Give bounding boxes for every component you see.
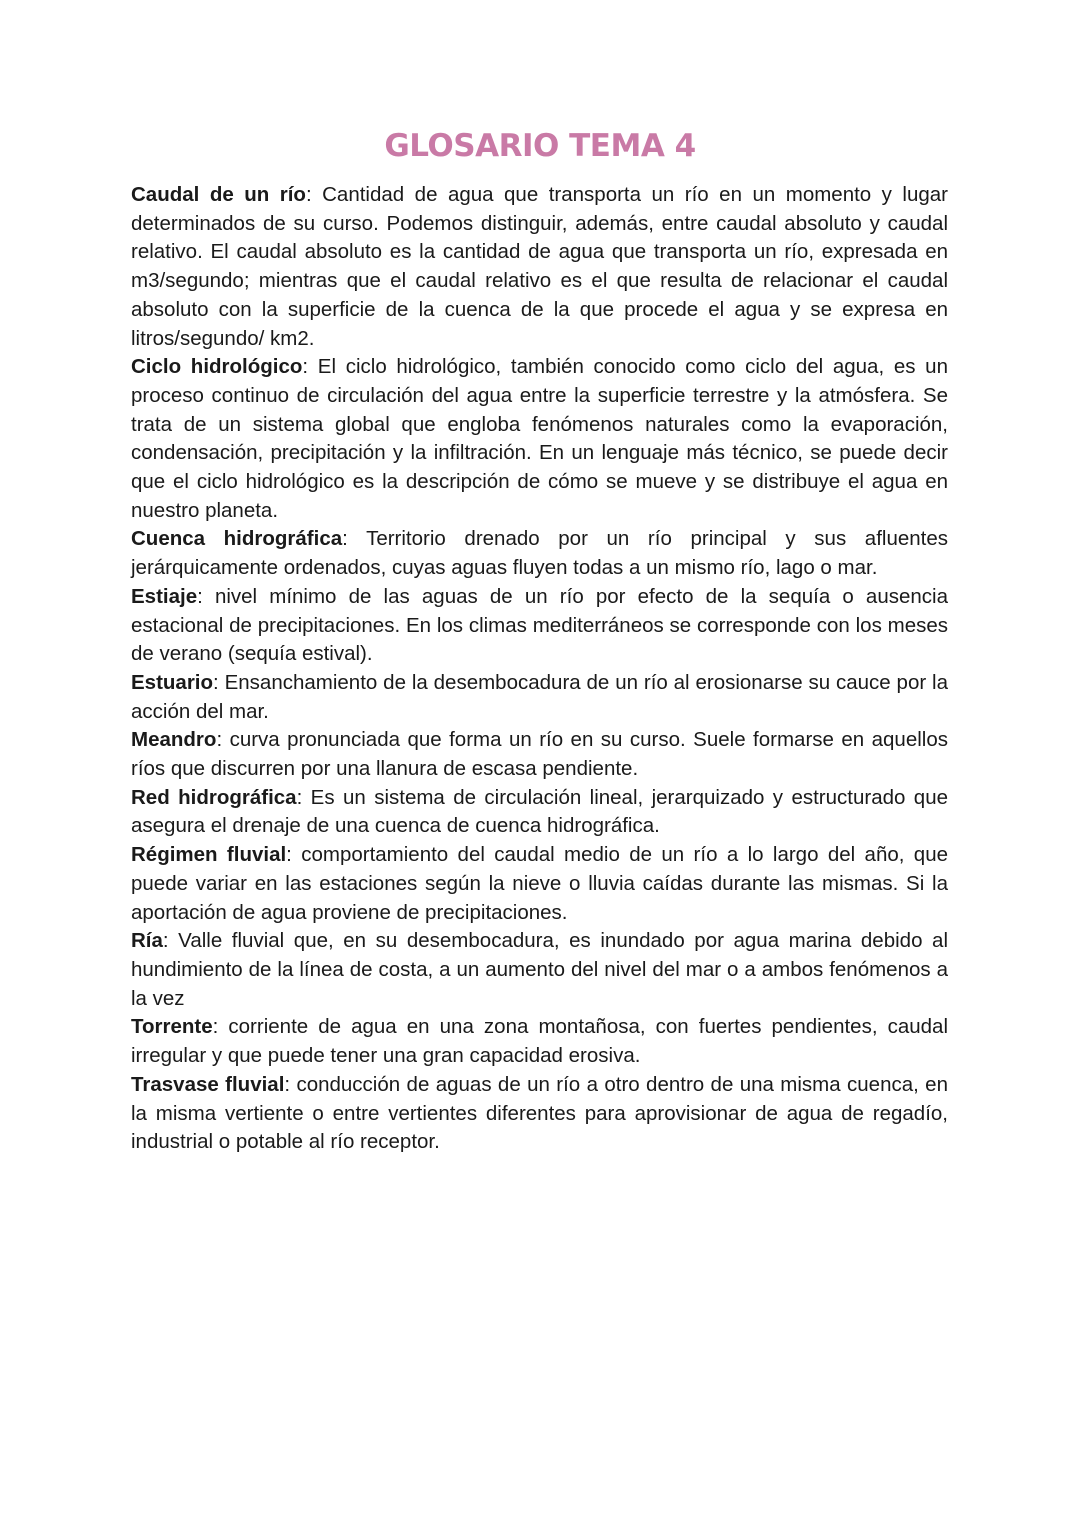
glossary-definition: : Es un sistema de circulación lineal, jerarquizado y estructurado que asegura el drenaje de una cuenca de cuenca hidrográfica. — [131, 785, 948, 838]
glossary-entry — [131, 353, 948, 525]
glossary-entry — [131, 669, 948, 726]
glossary-term: Ciclo hidrológico — [131, 355, 303, 379]
glossary-definition: : conducción de aguas de un río a otro dentro de una misma cuenca, en la misma vertiente o entre vertientes diferentes para aprovisionar de agua de regadío, industrial o potable al río receptor. — [131, 1072, 948, 1154]
glossary-entry — [131, 1071, 948, 1157]
glossary-entry — [131, 181, 948, 353]
glossary-entry — [131, 841, 948, 927]
glossary-definition: : Valle fluvial que, en su desembocadura, es inundado por agua marina debido al hundimiento de la línea de costa, a un aumento del nivel del mar o a ambos fenómenos a la vez — [131, 929, 948, 1010]
glossary-term: Ría — [131, 929, 163, 953]
glossary-entry — [131, 726, 948, 783]
glossary-term: Torrente — [131, 1015, 213, 1039]
glossary-definition: : nivel mínimo de las aguas de un río por efecto de la sequía o ausencia estacional de precipitaciones. En los climas mediterráneos se corresponde con los meses de verano (sequía estival). — [131, 584, 948, 666]
glossary-entry — [131, 525, 948, 582]
glossary-term: Cuenca hidrográfica — [131, 527, 343, 551]
glossary-term: Trasvase fluvial — [131, 1072, 285, 1096]
glossary-definition: : El ciclo hidrológico, también conocido como ciclo del agua, es un proceso continuo de circulación del agua entre la superficie terrestre y la atmósfera. Se trata de un sistema global que engloba fenómenos naturales como la evaporación, condensación, precipitación y la infiltración. En un lenguaje más técnico, se puede decir que el ciclo hidrológico es la descripción de cómo se mueve y se distribuye el agua en nuestro planeta. — [131, 355, 948, 522]
glossary-term: Red hidrográfica — [131, 785, 297, 809]
glossary-definition: : corriente de agua en una zona montañosa, con fuertes pendientes, caudal irregular y que puede tener una gran capacidad erosiva. — [131, 1015, 948, 1068]
glossary-definition: : Territorio drenado por un río principal y sus afluentes jerárquicamente ordenados, cuyas aguas fluyen todas a un mismo río, lago o mar. — [131, 527, 949, 580]
glossary-list — [131, 181, 948, 1157]
page-title: GLOSARIO TEMA 4 — [384, 128, 696, 164]
glossary-term: Meandro — [131, 728, 217, 752]
glossary-term: Caudal de un río — [131, 183, 306, 206]
glossary-definition: : Ensanchamiento de la desembocadura de un río al erosionarse su cauce por la acción del mar. — [131, 670, 948, 723]
glossary-entry — [131, 784, 948, 841]
glossary-definition: : curva pronunciada que forma un río en su curso. Suele formarse en aquellos ríos que discurren por una llanura de escasa pendiente. — [131, 728, 948, 781]
glossary-term: Estuario — [131, 670, 214, 694]
glossary-entry — [131, 1013, 948, 1070]
glossary-entry — [131, 927, 948, 1013]
glossary-term: Estiaje — [131, 584, 198, 608]
glossary-definition: : comportamiento del caudal medio de un río a lo largo del año, que puede variar en las estaciones según la nieve o lluvia caídas durante las mismas. Si la aportación de agua proviene de precipitaciones. — [131, 843, 948, 924]
glossary-term: Régimen fluvial — [131, 843, 287, 867]
glossary-entry — [131, 583, 948, 669]
glossary-definition: : Cantidad de agua que transporta un río en un momento y lugar determinados de su curso. Podemos distinguir, además, entre caudal absoluto y caudal relativo. El caudal absoluto es la cantidad de agua que transporta un río, expresada en m3/segundo; mientras que el caudal relativo es el que resulta de relacionar el caudal absoluto con la superficie de la cuenca de la que procede el agua y se expresa en litros/segundo/ km2. — [131, 183, 948, 350]
